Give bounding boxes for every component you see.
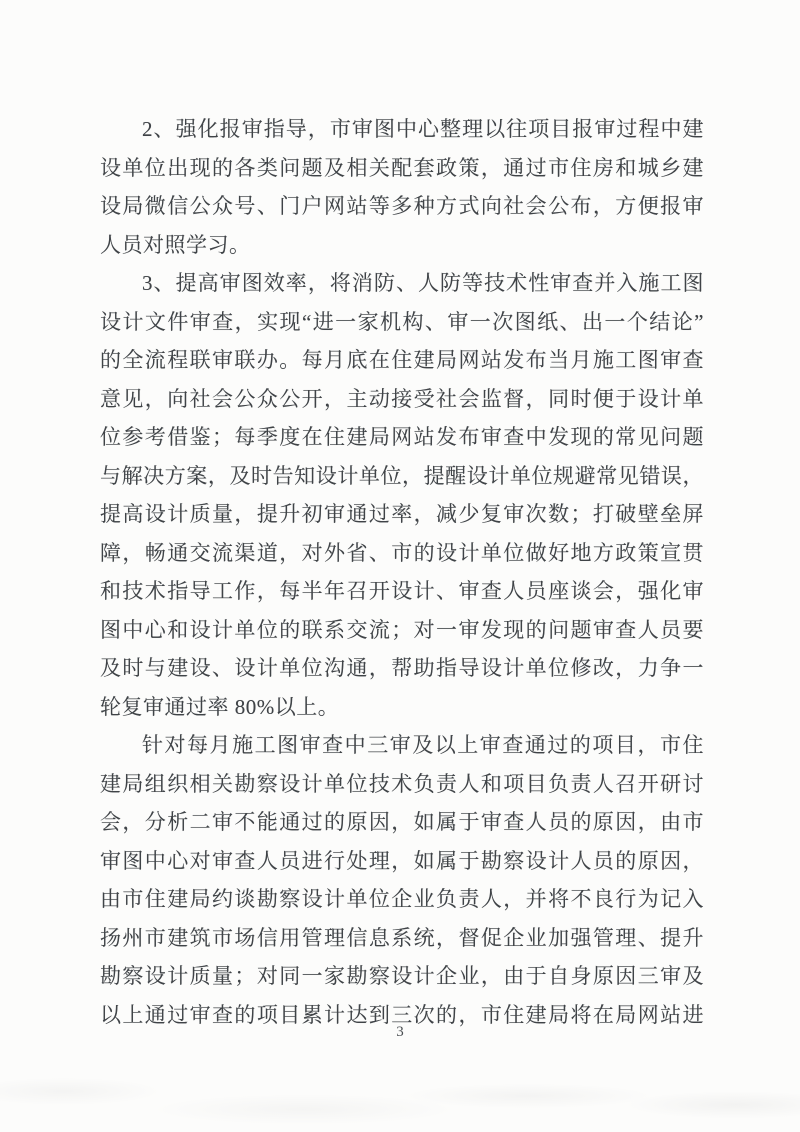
text-line: 设计文件审查，实现“进一家机构、审一次图纸、出一个结论” — [100, 309, 704, 334]
page-number: 3 — [396, 1024, 404, 1040]
document-body — [100, 110, 704, 1034]
text-line: 扬州市建筑市场信用管理信息系统，督促企业加强管理、提升 — [100, 925, 704, 950]
text-line: 位参考借鉴；每季度在住建局网站发布审查中发现的常见问题 — [100, 425, 704, 449]
text-line: 建局组织相关勘察设计单位技术负责人和项目负责人召开研讨 — [100, 771, 704, 796]
text-line: 针对每月施工图审查中三审及以上审查通过的项目，市住 — [142, 733, 704, 757]
text-line: 障，畅通交流渠道，对外省、市的设计单位做好地方政策宣贯 — [100, 540, 704, 565]
text-line: 审图中心对审查人员进行处理，如属于勘察设计人员的原因， — [100, 848, 704, 873]
text-line: 2、强化报审指导，市审图中心整理以往项目报审过程中建 — [142, 117, 704, 141]
paragraph-3 — [100, 726, 704, 1034]
text-line: 及时与建设、设计单位沟通，帮助指导设计单位修改，力争一 — [100, 656, 704, 680]
paragraph-2 — [100, 264, 704, 726]
text-line: 意见，向社会公众公开，主动接受社会监督，同时便于设计单 — [100, 386, 704, 411]
text-line: 与解决方案，及时告知设计单位，提醒设计单位规避常见错误， — [100, 463, 704, 488]
text-line: 由市住建局约谈勘察设计单位企业负责人，并将不良行为记入 — [100, 887, 704, 911]
paragraph-1 — [100, 110, 704, 264]
text-line: 勘察设计质量；对同一家勘察设计企业，由于自身原因三审及 — [100, 964, 704, 988]
text-line: 轮复审通过率 80%以上。 — [100, 694, 340, 719]
text-line: 设局微信公众号、门户网站等多种方式向社会公布，方便报审 — [100, 194, 704, 218]
text-line: 会，分析二审不能通过的原因，如属于审查人员的原因，由市 — [100, 810, 704, 834]
text-line: 设单位出现的各类问题及相关配套政策，通过市住房和城乡建 — [100, 155, 704, 180]
text-line: 3、提高审图效率，将消防、人防等技术性审查并入施工图 — [142, 271, 704, 295]
text-line: 以上通过审查的项目累计达到三次的，市住建局将在局网站进 — [100, 1002, 704, 1027]
text-line: 图中心和设计单位的联系交流；对一审发现的问题审查人员要 — [100, 617, 704, 642]
text-line: 提高设计质量，提升初审通过率，减少复审次数；打破壁垒屏 — [100, 502, 704, 526]
text-line: 人员对照学习。 — [100, 232, 251, 257]
text-line: 和技术指导工作，每半年召开设计、审查人员座谈会，强化审 — [100, 579, 704, 603]
text-line: 的全流程联审联办。每月底在住建局网站发布当月施工图审查 — [100, 348, 704, 372]
